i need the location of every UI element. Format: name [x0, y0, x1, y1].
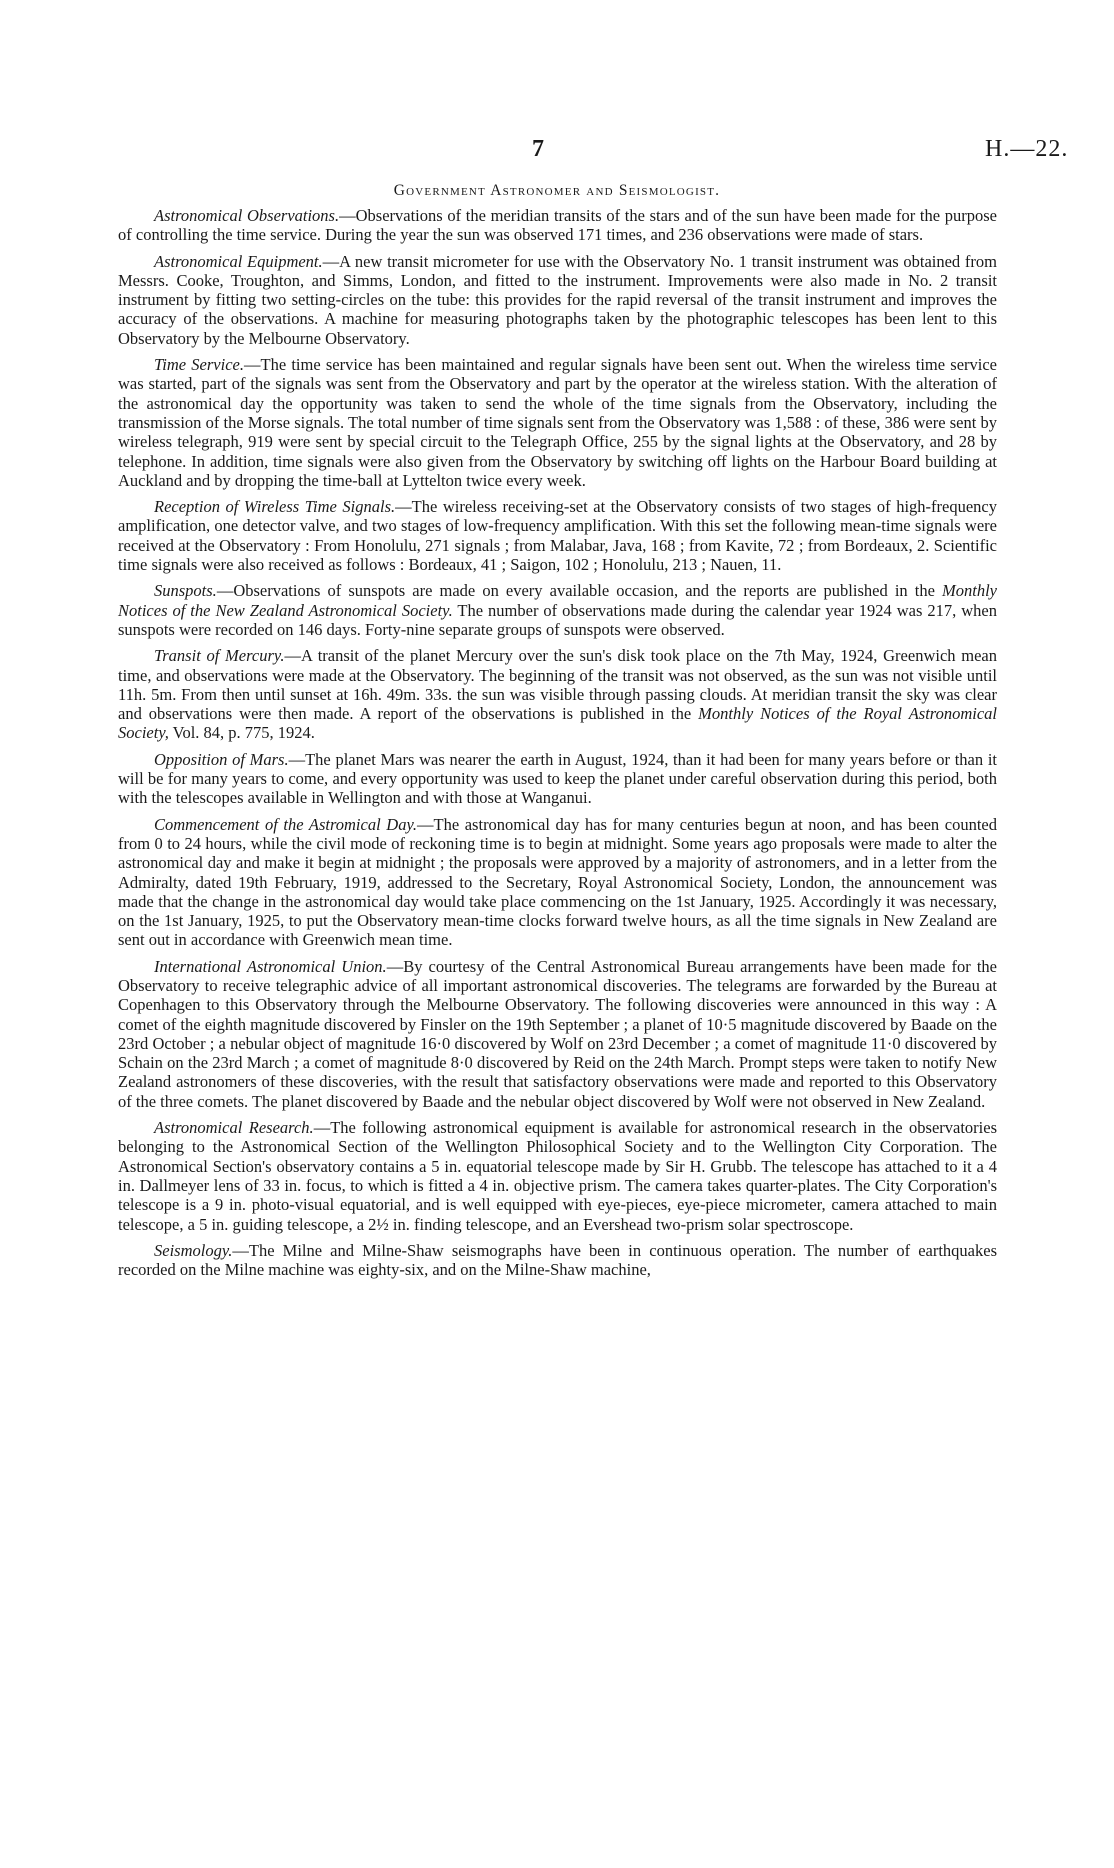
paragraph-text-continued: Vol. 84, p. 775, 1924.	[168, 723, 315, 743]
paragraph-text: —Observations of the meridian transits of the stars and of the sun have been made for the purpose of controlling the time service. During the year the sun was observed 171 times, and 236 observations were made of stars.	[118, 206, 998, 245]
paragraph-text: —The astronomical day has for many centuries begun at noon, and has been counted from 0 to 24 hours, while the civil mode of reckoning time is to begin at midnight. Some years ago proposals were made to alter the astronomical day and make it begin at midnight ; the proposals were approved by a majority of astronomers, and in a letter from the Admiralty, dated 19th February, 1919, addressed to the Secretary, Royal Astronomical Society, London, the announcement was made that the change in the astronomical day would take place commencing on the 1st January, 1925. Accordingly it was necessary, on the 1st January, 1925, to put the Observatory mean-time clocks forward twelve hours, as all the time signals in New Zealand are sent out in accordance with Greenwich mean time.	[118, 814, 997, 950]
journal-title: Monthly Notices of the New Zealand Astronomical Society.	[118, 581, 997, 620]
paragraph-text: —The following astronomical equipment is available for astronomical research in the observatories belonging to the Astronomical Section of the Wellington Philosophical Society and to the Wellington City Corporation. The Astronomical Section's observatory contains a 5 in. equatorial telescope made by Sir H. Grubb. The telescope has attached to it a 4 in. Dallmeyer lens of 33 in. focus, to which is fitted a 4 in. objective prism. The camera takes quarter-plates. The City Corporation's telescope is a 9 in. photo-visual equatorial, and is well equipped with eye-pieces, eye-piece micrometer, camera attached to main telescope, a 5 in. guiding telescope, a 2½ in. finding telescope, and an Evershead two-prism solar spectroscope.	[118, 1118, 997, 1234]
paragraph-text: —The Milne and Milne-Shaw seismographs have been in continuous operation. The number of earthquakes recorded on the Milne machine was eighty-six, and on the Milne-Shaw machine,	[118, 1240, 997, 1280]
paragraph-transit-of-mercury	[118, 646, 997, 742]
paragraph-heading: Astronomical Research.	[154, 1118, 314, 1138]
paragraph-text: —The wireless receiving-set at the Observatory consists of two stages of high-frequency amplification, one detector valve, and two stages of low-frequency amplification. With this set the following mean-time signals were received at the Observatory : From Honolulu, 271 signals ; from Malabar, Java, 168 ; from Kavite, 72 ; from Bordeaux, 2. Scientific time signals were also received as follows : Bordeaux, 41 ; Saigon, 102 ; Honolulu, 213 ; Nauen, 11.	[118, 497, 997, 575]
section-title: Government Astronomer and Seismologist.	[393, 182, 721, 199]
paragraph-astronomical-equipment	[118, 252, 997, 348]
paragraph-heading: Transit of Mercury.	[154, 646, 285, 666]
paragraph-text: —A transit of the planet Mercury over the sun's disk took place on the 7th May, 1924, Greenwich mean time, and observations were made at the Observatory. The beginning of the transit was not observed, as the sun was not visible until 11h. 5m. From then until sunset at 16h. 49m. 33s. the sun was visible through passing clouds. At meridian transit the sky was clear and observations were then made. A report of the observations is published in the	[118, 646, 997, 724]
paragraph-heading: Opposition of Mars.	[154, 749, 289, 769]
paragraph-time-service	[118, 355, 997, 490]
page-number: 7	[532, 136, 544, 162]
paragraph-heading: International Astronomical Union.	[154, 956, 387, 976]
paragraph-astronomical-day	[118, 815, 997, 950]
paragraph-heading: Commencement of the Astromical Day.	[154, 814, 417, 834]
paragraph-text-continued: The number of observations made during the calendar year 1924 was 217, when sunspots were recorded on 146 days. Forty-nine separate groups of sunspots were observed.	[118, 600, 997, 639]
paragraph-text: —Observations of sunspots are made on every available occasion, and the reports are published in the	[216, 581, 942, 601]
paragraph-heading: Astronomical Observations.	[154, 206, 340, 225]
paragraph-heading: Sunspots.	[154, 581, 217, 601]
paragraph-heading: Seismology.	[154, 1240, 233, 1260]
paragraph-text: —By courtesy of the Central Astronomical Bureau arrangements have been made for the Observatory to receive telegraphic advice of all important astronomical discoveries. The telegrams are forwarded by the Bureau at Copenhagen to this Observatory through the Melbourne Observatory. The following discoveries were announced in this way : A comet of the eighth magnitude discovered by Finsler on the 19th September ; a planet of 10·5 magnitude discovered by Baade on the 23rd October ; a nebular object of magnitude 16·0 discovered by Wolf on 23rd December ; a comet of magnitude 11·0 discovered by Schain on the 23rd March ; a comet of magnitude 8·0 discovered by Reid on the 24th March. Prompt steps were taken to notify New Zealand astronomers of these discoveries, with the result that satisfactory observations were made and reported to this Observatory of the three comets. The planet discovered by Baade and the nebular object discovered by Wolf were not observed in New Zealand.	[118, 956, 997, 1111]
paragraph-heading: Time Service.	[154, 355, 244, 375]
paragraph-opposition-of-mars	[118, 750, 997, 808]
document-body	[118, 206, 997, 1286]
paragraph-sunspots	[118, 581, 997, 639]
paragraph-international-union	[118, 957, 997, 1111]
paragraph-seismology	[118, 1241, 997, 1280]
journal-title: Monthly Notices of the Royal Astronomical Society,	[118, 704, 997, 743]
paragraph-text: —A new transit micrometer for use with the Observatory No. 1 transit instrument was obtained from Messrs. Cooke, Troughton, and Simms, London, and fitted to the instrument. Improvements were also made in No. 2 transit instrument by fitting two setting-circles on the tube: this provides for the rapid reversal of the transit instrument and improves the accuracy of the observations. A machine for measuring photographs taken by the photographic telescopes has been lent to this Observatory by the Melbourne Observatory.	[118, 251, 997, 348]
paragraph-astronomical-observations	[118, 206, 997, 245]
paragraph-heading: Astronomical Equipment.	[154, 251, 323, 271]
document-reference: H.—22.	[985, 136, 1069, 162]
paragraph-wireless-time-signals	[118, 497, 997, 574]
paragraph-text: —The time service has been maintained and regular signals have been sent out. When the wireless time service was started, part of the signals was sent from the Observatory and part by the operator at the wireless station. With the alteration of the astronomical day the opportunity was taken to send the whole of the time signals from the Observatory, including the transmission of the Morse signals. The total number of time signals sent from the Observatory was 1,588 : of these, 386 were sent by wireless telegraph, 919 were sent by special circuit to the Telegraph Office, 255 by the signal lights at the Observatory, and 28 by telephone. In addition, time signals were also given from the Observatory by switching off lights on the Harbour Board building at Auckland and by dropping the time-ball at Lyttelton twice every week.	[118, 355, 998, 490]
paragraph-astronomical-research	[118, 1118, 997, 1234]
paragraph-text: —The planet Mars was nearer the earth in August, 1924, than it had been for many years before or than it will be for many years to come, and every opportunity was used to keep the planet under careful observation during this period, both with the telescopes available in Wellington and with those at Wanganui.	[118, 749, 997, 808]
paragraph-heading: Reception of Wireless Time Signals.	[154, 497, 396, 517]
